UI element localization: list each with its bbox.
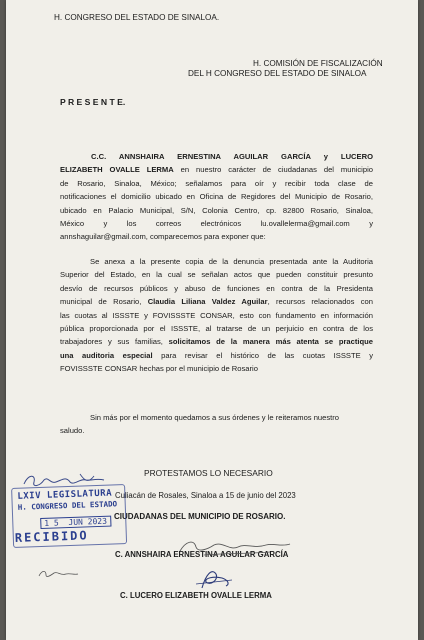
stamp-date: 1 5 JUN 2023 [40,516,111,529]
p2-line-8-b: para revisar el histórico de las cuotas ISSSTE y [152,350,373,360]
signer-2-signature [192,566,236,592]
commission-line-2: DEL H CONGRESO DEL ESTADO DE SINALOA [188,69,367,78]
request-bold: solicitamos de la manera más atenta se practique [168,337,373,347]
p2-line-6: pública proporcionada por el ISSSTE, al tratarse de un perjuicio en contra de los [60,324,373,334]
stamp-legislature: LXIV LEGISLATURA [17,488,113,502]
signer-1-signature [174,535,294,557]
citizens-label: CIUDADANAS DEL MUNICIPIO DE ROSARIO. [114,512,286,521]
document-page [6,0,418,640]
p2-line-5: las cuotas al ISSSTE y FOVISSSTE CONSAR, esto con fundamento en información [60,310,373,320]
president-name: Claudia Liliana Valdez Aguilar [147,297,268,307]
p2-line-3: desvío de recursos públicos y abuso de funciones en contra de la Presidenta [60,283,373,293]
margin-initials-scribble [36,566,80,580]
p2-line-1: Se anexa a la presente copia de la denuncia presentada ante la Auditoria [90,257,373,266]
p2-line-4-a: municipal de Rosario, [60,297,148,307]
addressee-line: H. CONGRESO DEL ESTADO DE SINALOA. [54,13,220,22]
signer-1-name: C. ANNSHAIRA ERNESTINA AGUILAR GARCÍA [115,550,289,559]
p2-line-7-a: trabajadores y sus familias, [60,337,169,347]
p1-line-4: notificaciones el domicilio ubicado en Oficina de Regidores del Municipio de Rosario, [60,192,373,202]
p1-line-6: México y los correos electrónicos lu.ovallelerma@gmail.com y [60,219,373,229]
paragraph-2 [60,255,373,376]
signer-2-name: C. LUCERO ELIZABETH OVALLE LERMA [120,591,272,600]
closing-line-1: Sin más por el momento quedamos a sus órdenes y le reiteramos nuestro [90,413,340,422]
p2-line-9: FOVISSSTE CONSAR hechas por el municipio de Rosario [60,364,258,374]
p1-line-2 [60,163,373,176]
p2-line-2: Superior del Estado, en la cual se señalan actos que pueden constituir presunto [60,270,373,280]
p2-line-4 [60,295,373,308]
p2-line-4-c: , recursos relacionados con [267,297,373,307]
paragraph-1 [60,150,373,244]
p1-line-2-rest: en nuestro carácter de ciudadanas del municipio [173,165,373,175]
closing-line-2: saludo. [60,426,85,435]
presente-heading: P R E S E N T E. [60,97,126,107]
p1-line-5: ubicado en Palacio Municipal, S/N, Colonia Centro, cp. 82800 Rosario, Sinaloa, [60,205,373,215]
place-date: Culiacán de Rosales, Sinaloa a 15 de junio del 2023 [115,491,296,500]
p1-line-3: de Rosario, Sinaloa, México; señalamos para oír y recibir toda clase de [60,178,373,188]
stamp-congress: H. CONGRESO DEL ESTADO [17,499,118,512]
commission-line-1: H. COMISIÓN DE FISCALIZACIÓN [253,59,383,68]
stamp-received: RECIBIDO [14,528,89,545]
p2-line-7 [60,335,373,348]
audit-bold: una auditoria especial [60,350,153,360]
p1-name-bold: ELIZABETH OVALLE LERMA [60,165,174,175]
p1-line-1: C.C. ANNSHAIRA ERNESTINA AGUILAR GARCÍA y LUCERO [91,152,373,161]
p2-line-8 [60,349,373,362]
reception-stamp [11,478,129,548]
p1-line-7: annshaguilar@gmail.com, comparecemos para exponer que: [60,232,266,242]
protest-line: PROTESTAMOS LO NECESARIO [144,468,273,478]
